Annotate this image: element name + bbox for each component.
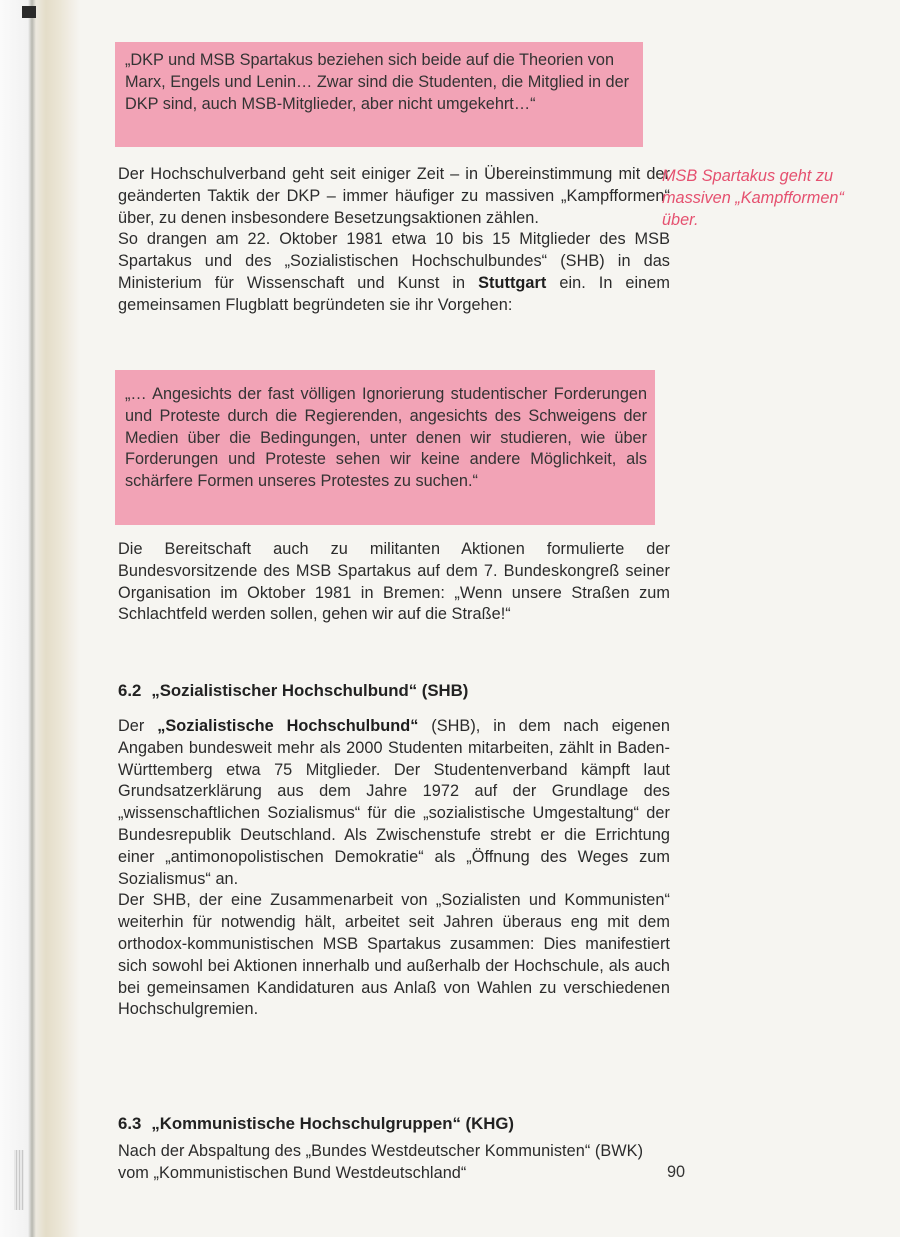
paragraph-stuttgart: So drangen am 22. Oktober 1981 etwa 10 bis 15 Mitglieder des MSB Spartakus und des „Sozialistischen Hochschulbundes“ (SHB) in das Ministerium für Wissenschaft und Kunst in Stuttgart ein. In einem gemeinsamen Flugblatt begründeten sie ihr Vorgehen:	[118, 230, 670, 314]
section-heading-6-3	[118, 1114, 514, 1134]
paragraph-text: Der Hochschulverband geht seit einiger Zeit – in Übereinstimmung mit der geänderten Taktik der DKP – immer häufiger zu massiven „Kampfformen“ über, zu denen insbesondere Besetzungsaktionen zählen.	[118, 165, 670, 227]
scan-corner-mark	[22, 6, 36, 18]
bold-stuttgart: Stuttgart	[478, 273, 547, 292]
page-number: 90	[667, 1163, 686, 1181]
paragraph-khg: Nach der Abspaltung des „Bundes Westdeutscher Kommunisten“ (BWK) vom „Kommunistischen Bund Westdeutschland“	[118, 1142, 644, 1182]
section-title: „Kommunistische Hochschulgruppen“ (KHG)	[151, 1114, 515, 1133]
book-spine-shadow	[0, 0, 80, 1237]
quote-box-flugblatt	[115, 370, 655, 525]
bold-shb-name: „Sozialistische Hochschulbund“	[157, 717, 419, 735]
quote-text: „DKP und MSB Spartakus beziehen sich beide auf die Theorien von Marx, Engels und Lenin… Zwar sind die Studenten, die Mitglied in der DKP sind, auch MSB-Mitglieder, aber nicht umgekehrt…“	[125, 51, 630, 113]
section-6-3-body	[118, 1141, 670, 1185]
quote-box-dkp-msb	[115, 42, 643, 147]
paragraph-shb-intro: Der „Sozialistische Hochschulbund“ (SHB), in dem nach eigenen Angaben bundesweit mehr als 2000 Studenten mitarbeiten, zählt in Baden-Württemberg etwa 75 Mitglieder. Der Studentenverband kämpft laut Grundsatzerklärung aus dem Jahre 1972 auf der Grundlage des „wissenschaftlichen Sozialismus“ für die „sozialistische Umgestaltung“ der Bundesrepublik Deutschland. Als Zwischenstufe strebt er die Errichtung einer „antimonopolistischen Demokratie“ als „Öffnung des Weges zum Sozialismus“ an.	[118, 717, 670, 888]
paragraph-bereitschaft	[118, 539, 670, 626]
section-6-2-body	[118, 716, 670, 1021]
quote-text: „… Angesichts der fast völligen Ignorierung studentischer Forderungen und Proteste durch die Regierenden, angesichts des Schweigens der Medien über die Bedingungen, unter denen wir studieren, wie über Forderungen und Proteste sehen wir keine andere Möglichkeit, als schärfere Formen unseres Protestes zu suchen.“	[125, 385, 647, 491]
section-number: 6.2	[118, 681, 142, 700]
paragraph-shb-cooperation: Der SHB, der eine Zusammenarbeit von „Sozialisten und Kommunisten“ weiterhin für notwendig hält, arbeitet seit Jahren überaus eng mit dem orthodox-kommunistischen MSB Spartakus zusammen: Dies manifestiert sich sowohl bei Aktionen innerhalb und außerhalb der Hochschule, als auch bei gemeinsamen Kandidaturen aus Anlaß von Wahlen zu verschiedenen Hochschulgremien.	[118, 891, 670, 1019]
paragraph-hochschulverband	[118, 164, 670, 317]
section-number: 6.3	[118, 1114, 142, 1133]
page-edge-lines	[14, 1150, 24, 1210]
paragraph-text: Die Bereitschaft auch zu militanten Aktionen formulierte der Bundesvorsitzende des MSB Spartakus auf dem 7. Bundeskongreß seiner Organisation im Oktober 1981 in Bremen: „Wenn unsere Straßen zum Schlachtfeld werden sollen, gehen wir auf die Straße!“	[118, 540, 670, 624]
section-title: „Sozialistischer Hochschulbund“ (SHB)	[151, 681, 469, 700]
margin-note: MSB Spartakus geht zu massiven „Kampfformen“ über.	[662, 167, 844, 229]
section-heading-6-2	[118, 681, 468, 701]
